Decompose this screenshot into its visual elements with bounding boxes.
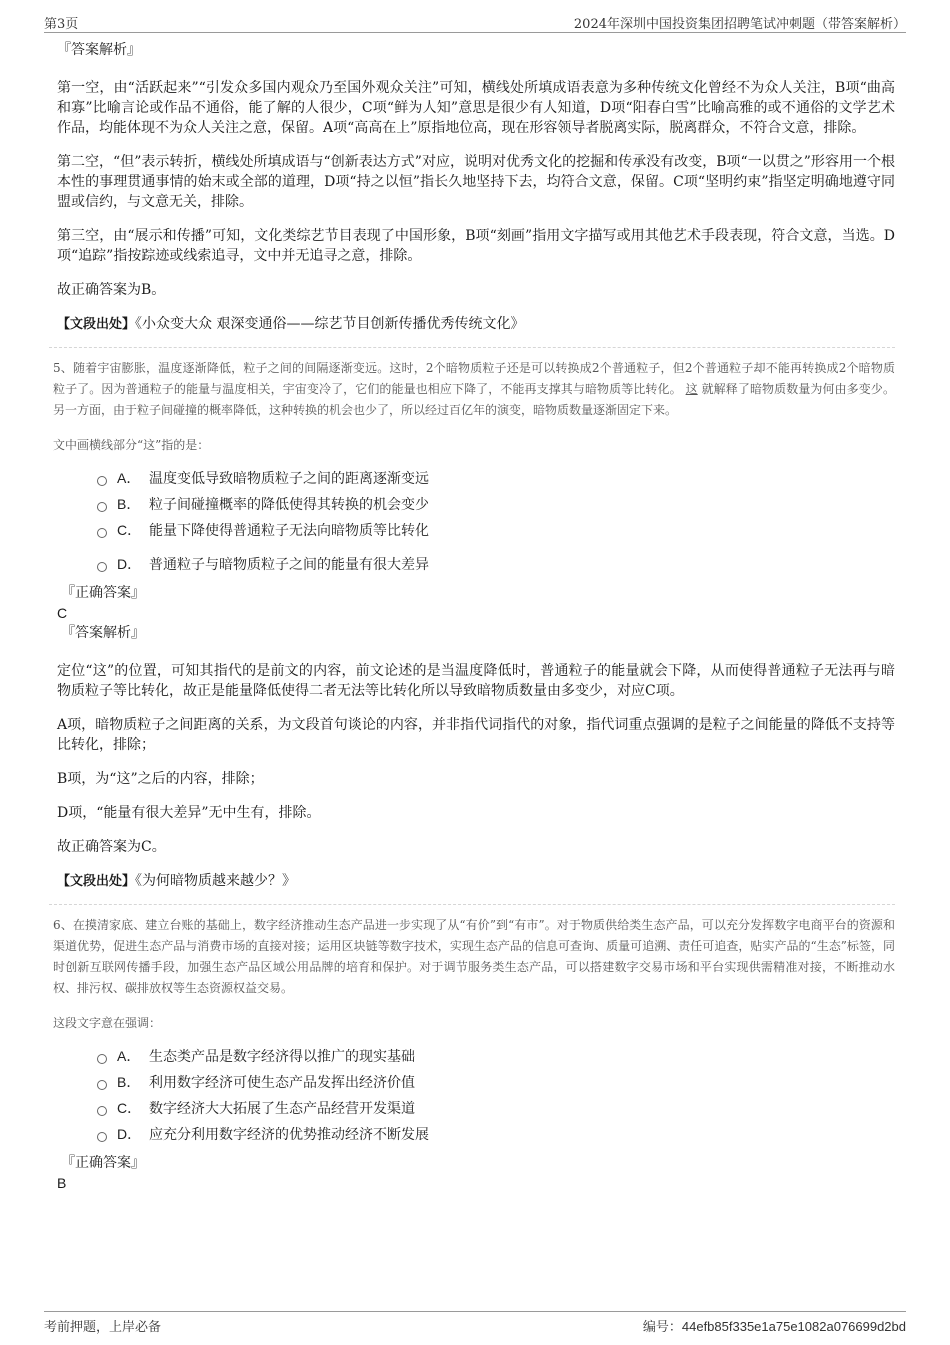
divider [49, 904, 895, 905]
radio-icon[interactable] [97, 528, 107, 538]
source-title: 《为何暗物质越来越少？》 [135, 873, 297, 889]
document-title: 2024年深圳中国投资集团招聘笔试冲刺题（带答案解析） [573, 17, 906, 32]
q4-analysis-paragraph: 第一空，由“活跃起来”“引发众多国内观众乃至国外观众关注”可知，横线处所填成语表意为多种传统文化曾经不为众人关注，B项“曲高和寡”比喻言论或作品不通俗，能了解的人很少，C项“鲜为人知”意思是很少有人知道，D项“阳春白雪”比喻高雅的或不通俗的文学艺术作品，均能体现不为众人关注之意，保留。A项“高高在上”原指地位高，现在形容领导者脱离实际，脱离群众，不符合文意，排除。 [57, 80, 895, 136]
source-tag: 【文段出处】 [57, 317, 136, 332]
q6-option-a[interactable] [97, 1043, 895, 1069]
source-title: 《小众变大众 艰深变通俗——综艺节目创新传播优秀传统文化》 [135, 316, 525, 332]
q6-option-c[interactable] [97, 1095, 895, 1121]
q5-analysis-paragraph: D项，“能量有很大差异”无中生有，排除。 [57, 805, 321, 821]
correct-answer-label: 『正确答案』 [61, 585, 145, 601]
divider [49, 347, 895, 348]
q5-underlined-word: 这 [685, 382, 698, 396]
option-letter: C． [117, 522, 142, 538]
option-text: 能量下降使得普通粒子无法向暗物质等比转化 [149, 523, 429, 539]
q5-stem [53, 358, 895, 421]
q5-option-d[interactable] [97, 551, 895, 577]
q6-answer [57, 1153, 895, 1193]
q6-option-d[interactable] [97, 1121, 895, 1147]
q5-number: 5、 [53, 361, 73, 375]
code-value: 44efb85f335e1a75e1082a076699d2bd [681, 1319, 906, 1334]
page-footer [44, 1311, 906, 1336]
option-letter: C． [117, 1100, 142, 1116]
analysis-label: 『答案解析』 [61, 625, 145, 641]
option-letter: A． [117, 470, 141, 486]
option-letter: A． [117, 1048, 141, 1064]
correct-answer-label: 『正确答案』 [61, 1155, 145, 1171]
q5-analysis-paragraph: A项，暗物质粒子之间距离的关系，为文段首句谈论的内容，并非指代词指代的对象，指代词重点强调的是粒子之间能量的降低不支持等比转化，排除； [57, 717, 895, 753]
footer-slogan: 考前押题，上岸必备 [44, 1320, 162, 1335]
q5-stem-text: 随着宇宙膨胀，温度逐渐降低，粒子之间的间隔逐渐变远。这时，2个暗物质粒子还是可以转换成2个普通粒子，但2个普通粒子却不能再转换成2个暗物质粒子了。因为普通粒子的能量与温度相关，宇宙变冷了，它们的能量也相应下降了，不能再支撑其与暗物质等比转化。 [53, 361, 896, 396]
q6-option-b[interactable] [97, 1069, 895, 1095]
option-text: 温度变低导致暗物质粒子之间的距离逐渐变远 [149, 471, 429, 487]
page-number: 第3页 [44, 17, 79, 32]
q4-analysis-label: 『答案解析』 [57, 42, 141, 58]
radio-icon[interactable] [97, 562, 107, 572]
correct-answer: C [57, 605, 68, 621]
q5-source [57, 871, 895, 892]
radio-icon[interactable] [97, 1080, 107, 1090]
q5-analysis-paragraph: 定位“这”的位置，可知其指代的是前文的内容，前文论述的是当温度降低时，普通粒子的能量就会下降，从而使得普通粒子无法再与暗物质粒子等比转化，故正是能量降低使得二者无法等比转化所以导致暗物质数量由多变少，对应C项。 [57, 663, 895, 699]
radio-icon[interactable] [97, 1054, 107, 1064]
q5-options [97, 465, 895, 577]
q5-conclusion: 故正确答案为C。 [57, 839, 166, 855]
q6-prompt: 这段文字意在强调： [53, 1016, 162, 1030]
option-letter: B． [117, 496, 141, 512]
option-letter: B． [117, 1074, 141, 1090]
q6-options [97, 1043, 895, 1147]
q5-option-c[interactable] [97, 517, 895, 543]
q5-option-b[interactable] [97, 491, 895, 517]
q5-analysis-paragraph: B项，为“这”之后的内容，排除； [57, 771, 264, 787]
option-text: 普通粒子与暗物质粒子之间的能量有很大差异 [149, 557, 429, 573]
source-tag: 【文段出处】 [57, 874, 136, 889]
radio-icon[interactable] [97, 476, 107, 486]
correct-answer: B [57, 1175, 67, 1191]
page-content [53, 40, 896, 1193]
document-code [643, 1316, 906, 1335]
q4-source [57, 314, 895, 335]
option-text: 应充分利用数字经济的优势推动经济不断发展 [149, 1127, 429, 1143]
q5-answer [57, 583, 895, 643]
q6-number: 6、 [53, 918, 73, 932]
q6-stem [53, 915, 895, 999]
q5-option-a[interactable] [97, 465, 895, 491]
q6-stem-text: 在摸清家底、建立台账的基础上，数字经济推动生态产品进一步实现了从“有价”到“有市”。对于物质供给类生态产品，可以充分发挥数字电商平台的资源和渠道优势，促进生态产品与消费市场的直接对接；运用区块链等数字技术，实现生态产品的信息可查询、质量可追溯、责任可追查，贴实产品的“生态”标签，同时创新互联网传播手段，加强生态产品区域公用品牌的培育和保护。对于调节服务类生态产品，可以搭建数字交易市场和平台实现供需精准对接，不断推动水权、排污权、碳排放权等生态资源权益交易。 [53, 918, 896, 995]
option-letter: D． [117, 1126, 142, 1142]
option-text: 生态类产品是数字经济得以推广的现实基础 [149, 1049, 415, 1065]
radio-icon[interactable] [97, 1106, 107, 1116]
q5-stem-text-after: 就解释了暗物质数量为何由多变少。另一方面，由于粒子间碰撞的概率降低，这种转换的机会也少了，所以经过百亿年的演变，暗物质数量逐渐固定下来。 [53, 382, 895, 417]
option-text: 数字经济大大拓展了生态产品经营开发渠道 [149, 1101, 415, 1117]
option-letter: D． [117, 556, 142, 572]
q4-conclusion: 故正确答案为B。 [57, 282, 166, 298]
option-text: 利用数字经济可使生态产品发挥出经济价值 [149, 1075, 415, 1091]
radio-icon[interactable] [97, 502, 107, 512]
code-label: 编号： [642, 1320, 682, 1335]
radio-icon[interactable] [97, 1132, 107, 1142]
page-header [44, 10, 906, 33]
q4-analysis-paragraph: 第二空，“但”表示转折，横线处所填成语与“创新表达方式”对应，说明对优秀文化的挖掘和传承没有改变，B项“一以贯之”形容用一个根本性的事理贯通事情的始末或全部的道理，D项“持之以恒”指长久地坚持下去，均符合文意，保留。C项“坚明约束”指坚定明确地遵守同盟或信约，与文意无关，排除。 [57, 154, 895, 210]
q4-analysis-paragraph: 第三空，由“展示和传播”可知，文化类综艺节目表现了中国形象，B项“刻画”指用文字描写或用其他艺术手段表现，符合文意，当选。D项“追踪”指按踪迹或线索追寻，文中并无追寻之意，排除。 [57, 228, 895, 264]
option-text: 粒子间碰撞概率的降低使得其转换的机会变少 [149, 497, 429, 513]
q5-prompt: 文中画横线部分“这”指的是： [53, 438, 210, 452]
